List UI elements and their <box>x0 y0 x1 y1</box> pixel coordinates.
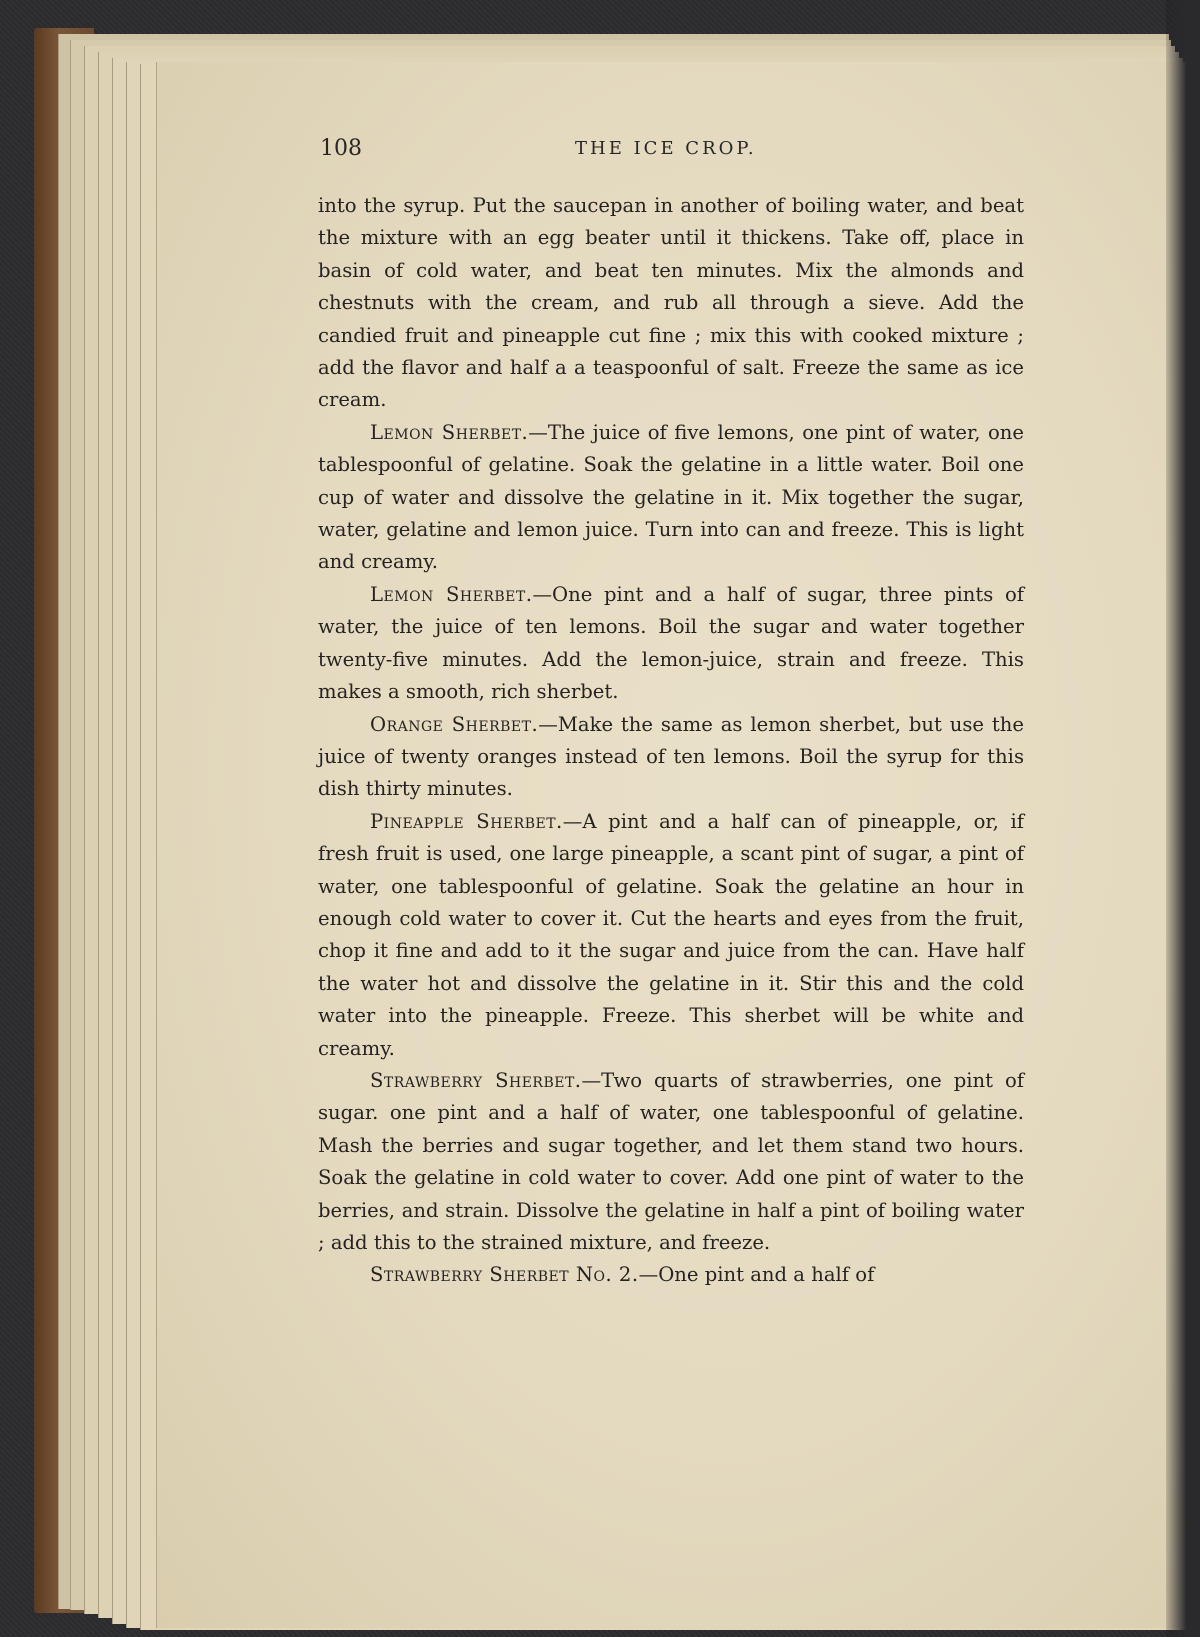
page-number: 108 <box>320 136 362 161</box>
paragraph-text: —One pint and a half of <box>638 1263 875 1287</box>
paragraph <box>318 709 1024 806</box>
paragraph <box>318 1065 1024 1259</box>
spine-shadow <box>1166 0 1200 1637</box>
running-head: THE ICE CROP. <box>575 138 757 159</box>
recipe-title: Orange Sherbet. <box>370 712 539 736</box>
paragraph <box>318 579 1024 709</box>
paragraph-text: —Make the same as lemon sherbet, but use the juice of twenty oranges instead of ten lemons. Boil the syrup for this dish thirty minutes. <box>318 712 1024 801</box>
recipe-title: Strawberry Sherbet. <box>370 1068 582 1092</box>
recipe-title: Lemon Sherbet. <box>370 582 533 606</box>
page-body <box>318 190 1024 1292</box>
paragraph <box>318 1259 1024 1291</box>
recipe-title: Lemon Sherbet. <box>370 420 529 444</box>
paragraph-text: —Two quarts of strawberries, one pint of sugar. one pint and a half of water, one tablespoonful of gelatine. Mash the berries and sugar together, and let them stand two hours. Soak the gelatine in cold water to cover. Add one pint of water to the berries, and strain. Dissolve the gelatine in half a pint of boiling water ; add this to the strained mixture, and freeze. <box>318 1068 1024 1254</box>
paragraph-text: —The juice of five lemons, one pint of water, one tablespoonful of gelatine. Soak the gelatine in a little water. Boil one cup of water and dissolve the gelatine in it. Mix together the sugar, water, gelatine and lemon juice. Turn into can and freeze. This is light and creamy. <box>318 420 1024 574</box>
paragraph <box>318 806 1024 1065</box>
paragraph-text: —A pint and a half can of pineapple, or, if fresh fruit is used, one large pineapple, a scant pint of sugar, a pint of water, one tablespoonful of gelatine. Soak the gelatine an hour in enough cold water to cover it. Cut the hearts and eyes from the fruit, chop it fine and add to it the sugar and juice from the can. Have half the water hot and dissolve the gelatine in it. Stir this and the cold water into the pineapple. Freeze. This sherbet will be white and creamy. <box>318 809 1024 1060</box>
paragraph <box>318 417 1024 579</box>
recipe-title: Strawberry Sherbet No. 2. <box>370 1263 639 1287</box>
paragraph-text: —One pint and a half of sugar, three pints of water, the juice of ten lemons. Boil the sugar and water together twenty-five minutes. Add the lemon-juice, strain and freeze. This makes a smooth, rich sherbet. <box>318 582 1024 704</box>
paragraph <box>318 190 1024 417</box>
paragraph-text: into the syrup. Put the saucepan in another of boiling water, and beat the mixture with an egg beater until it thickens. Take off, place in basin of cold water, and beat ten minutes. Mix the almonds and chestnuts with the cream, and rub all through a sieve. Add the candied fruit and pineapple cut fine ; mix this with cooked mixture ; add the flavor and half a a teaspoonful of salt. Freeze the same as ice cream. <box>318 194 1024 412</box>
recipe-title: Pineapple Sherbet. <box>370 809 563 833</box>
page-header <box>320 136 1020 166</box>
